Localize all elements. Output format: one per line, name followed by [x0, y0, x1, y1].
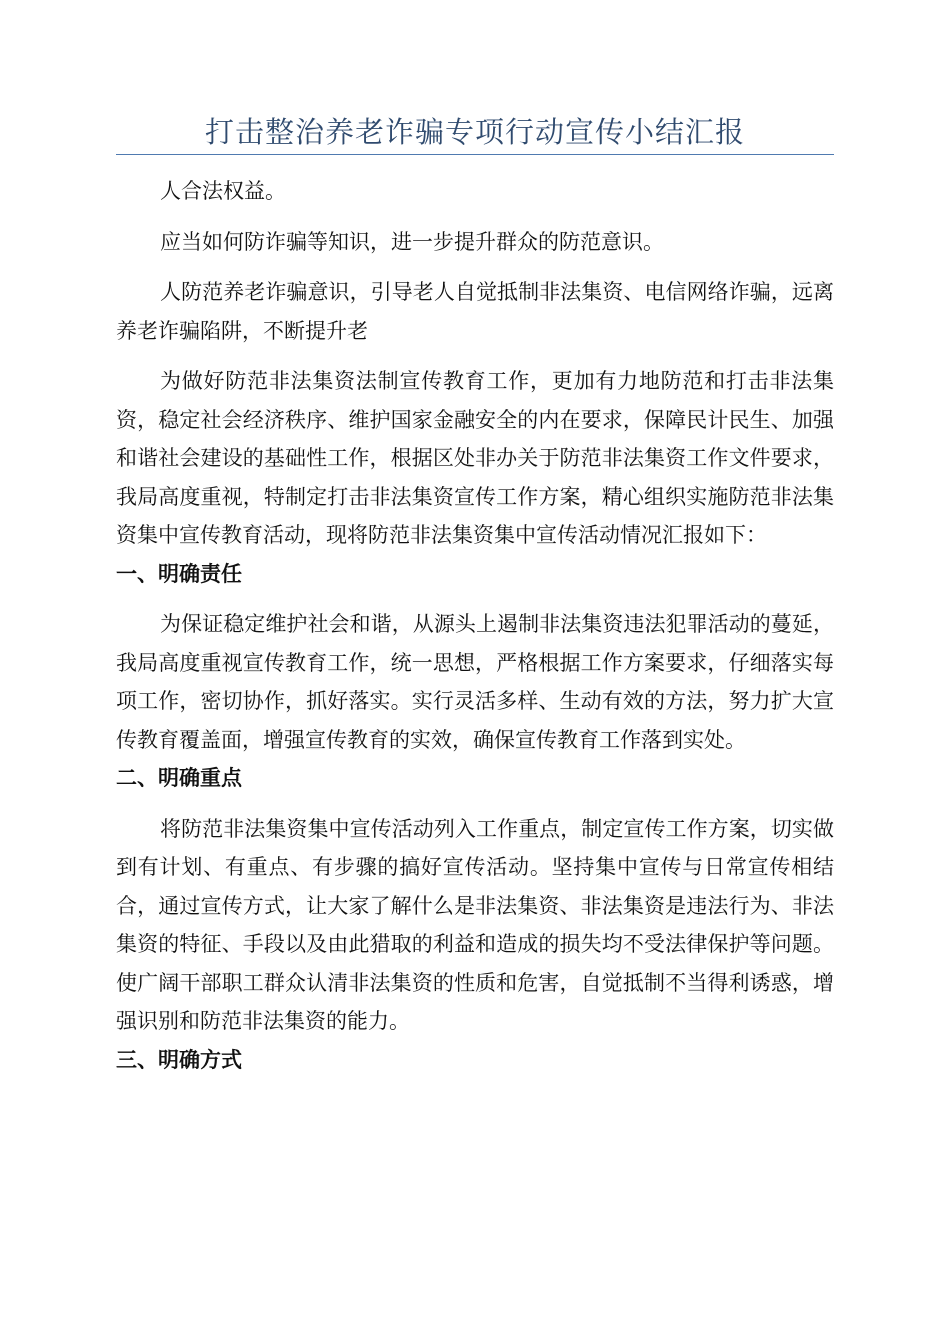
title-underline: [116, 154, 834, 155]
section-heading-3: 三、明确方式: [116, 1047, 242, 1072]
section-heading-1: 一、明确责任: [116, 561, 242, 586]
paragraph-5: 为保证稳定维护社会和谐，从源头上遏制非法集资违法犯罪活动的蔓延，我局高度重视宣传教育工作，统一思想，严格根据工作方案要求，仔细落实每项工作，密切协作，抓好落实。实行灵活多样、生动有效的方法，努力扩大宣传教育覆盖面，增强宣传教育的实效，确保宣传教育工作落到实处。: [116, 612, 834, 752]
section-heading-2: 二、明确重点: [116, 766, 242, 790]
paragraph-3: 人防范养老诈骗意识，引导老人自觉抵制非法集资、电信网络诈骗，远离养老诈骗陷阱，不断提升老: [116, 280, 834, 343]
paragraph-6: 将防范非法集资集中宣传活动列入工作重点，制定宣传工作方案，切实做到有计划、有重点、有步骤的搞好宣传活动。坚持集中宣传与日常宣传相结合，通过宣传方式，让大家了解什么是非法集资、非法集资是违法行为、非法集资的特征、手段以及由此猎取的利益和造成的损失均不受法律保护等问题。使广阔干部职工群众认清非法集资的性质和危害，自觉抵制不当得利诱惑，增强识别和防范非法集资的能力。: [116, 816, 834, 1033]
paragraph-2: 应当如何防诈骗等知识，进一步提升群众的防范意识。: [160, 229, 664, 254]
paragraph-1: 人合法权益。: [160, 179, 286, 203]
document-title: 打击整治养老诈骗专项行动宣传小结汇报: [204, 115, 745, 149]
document-body: [116, 172, 834, 1079]
paragraph-4: 为做好防范非法集资法制宣传教育工作，更加有力地防范和打击非法集资，稳定社会经济秩序、维护国家金融安全的内在要求，保障民计民生、加强和谐社会建设的基础性工作，根据区处非办关于防范非法集资工作文件要求，我局高度重视，特制定打击非法集资宣传工作方案，精心组织实施防范非法集资集中宣传教育活动，现将防范非法集资集中宣传活动情况汇报如下：: [116, 369, 834, 547]
